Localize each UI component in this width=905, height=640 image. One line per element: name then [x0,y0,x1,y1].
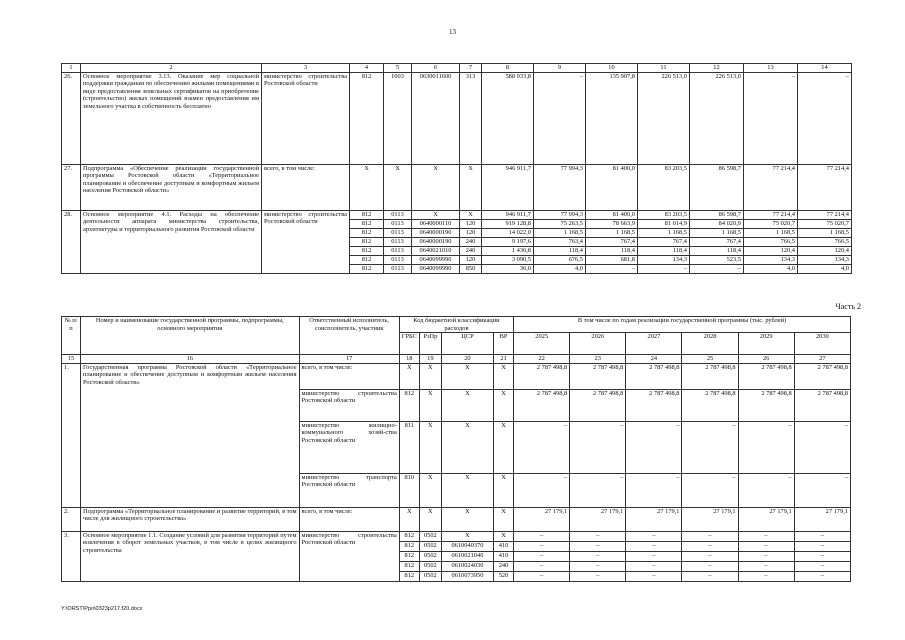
value-cell: – [794,421,850,473]
column-number: 13 [744,64,798,73]
header-rzpr: РзПр [419,333,441,355]
column-number: 14 [798,64,852,73]
value-cell: 77 214,4 [798,210,852,219]
column-number: 8 [482,64,534,73]
value-cell: – [514,561,570,571]
value-cell: 0502 [419,531,441,541]
row-executor: всего, в том числе: [299,507,399,531]
value-cell: – [570,541,626,551]
row-executor: министерство строительства Ростовской области [299,389,399,421]
value-cell: – [794,541,850,551]
value-cell: 0610021040 [441,551,493,561]
value-cell: 0113 [384,255,412,264]
column-number-row [62,355,851,364]
header-year: 2026 [570,333,626,355]
value-cell: – [626,551,682,561]
value-cell: 0502 [419,551,441,561]
value-cell: X [399,363,419,389]
value-cell: – [514,551,570,561]
value-cell: 27 179,1 [794,507,850,531]
value-cell: 588 933,8 [482,72,534,164]
value-cell: X [493,389,513,421]
value-cell: – [626,531,682,541]
value-cell: 850 [460,264,482,273]
value-cell: 134,3 [638,255,690,264]
row-name: Основное мероприятие 3.13. Оказание мер социальной поддержки гражданам по обеспечению жилыми помещениями в виде предоставления земельных сертификатов на приобретение (строительство) жилых помещений взамен предоставления им земельного участка в собственность бесплатно [81,72,262,164]
value-cell: 313 [460,72,482,164]
value-cell: 120 [460,219,482,228]
value-cell: 2 787 498,8 [626,363,682,389]
value-cell: 118,4 [586,246,638,255]
table-row [62,363,851,389]
value-cell: 226 513,0 [638,72,690,164]
value-cell: X [493,473,513,507]
table-row [62,507,851,531]
value-cell: X [384,164,412,210]
value-cell: X [441,363,493,389]
value-cell: 767,4 [638,237,690,246]
value-cell: 812 [350,237,384,246]
value-cell: 78 663,9 [586,219,638,228]
header-num: № п/п [62,317,81,355]
value-cell: 77 994,3 [534,164,586,210]
value-cell: – [798,72,852,164]
value-cell: – [514,541,570,551]
value-cell: 0610073950 [441,571,493,581]
value-cell: – [626,421,682,473]
value-cell: 810 [399,473,419,507]
table-row [62,531,851,541]
value-cell: – [738,551,794,561]
header-kbk: Код бюджетной классификации расходов [399,317,513,333]
row-number: 3. [62,531,81,581]
value-cell: 75 020,7 [744,219,798,228]
header-exec: Ответственный исполнитель, соисполнитель, участник [299,317,399,355]
value-cell: 812 [350,210,384,219]
value-cell: 0113 [384,210,412,219]
value-cell: 27 179,1 [514,507,570,531]
value-cell: 2 787 498,8 [514,389,570,421]
row-number: 2. [62,507,81,531]
value-cell: 240 [493,561,513,571]
value-cell: 0610024030 [441,561,493,571]
column-number: 9 [534,64,586,73]
value-cell: – [794,571,850,581]
value-cell: – [514,421,570,473]
value-cell: 946 911,7 [482,210,534,219]
column-number: 23 [570,355,626,364]
value-cell: 14 022,0 [482,228,534,237]
value-cell: 118,4 [690,246,744,255]
value-cell: 83 203,5 [638,210,690,219]
column-number: 12 [690,64,744,73]
value-cell: – [682,421,738,473]
header-year: 2029 [738,333,794,355]
value-cell: 118,4 [638,246,690,255]
value-cell: 77 214,4 [744,210,798,219]
value-cell: 1 168,5 [586,228,638,237]
value-cell: X [412,164,460,210]
value-cell: 81 400,0 [586,210,638,219]
header-grbs: ГРБС [399,333,419,355]
header-year: 2025 [514,333,570,355]
value-cell: – [682,561,738,571]
row-executor: министерство строительства Ростовской области [262,210,350,273]
column-number: 2 [81,64,262,73]
value-cell: 520 [493,571,513,581]
value-cell: 812 [350,228,384,237]
value-cell: 812 [399,561,419,571]
row-number: 27. [62,164,81,210]
value-cell: 767,4 [690,237,744,246]
value-cell: 4,0 [534,264,586,273]
value-cell: X [441,473,493,507]
value-cell: 4,0 [744,264,798,273]
value-cell: 240 [460,237,482,246]
value-cell: 766,5 [744,237,798,246]
value-cell: – [586,264,638,273]
part-label: Часть 2 [835,302,861,311]
value-cell: – [738,421,794,473]
value-cell: 120 [460,228,482,237]
value-cell: 77 214,4 [798,164,852,210]
table-row [62,72,852,164]
value-cell: – [794,561,850,571]
value-cell: – [682,551,738,561]
column-number: 7 [460,64,482,73]
value-cell: 134,3 [798,255,852,264]
value-cell: 2 787 498,8 [794,389,850,421]
value-cell: X [493,363,513,389]
value-cell: – [682,473,738,507]
value-cell: 811 [399,421,419,473]
value-cell: 812 [399,571,419,581]
row-executor: министерство жилищно-коммунального хозяй-ства Ростовской области [299,421,399,473]
value-cell: 86 598,7 [690,164,744,210]
value-cell: 410 [493,541,513,551]
column-number: 21 [493,355,513,364]
value-cell: 681,8 [586,255,638,264]
value-cell: – [738,473,794,507]
value-cell: 240 [460,246,482,255]
value-cell: 676,5 [534,255,586,264]
column-number: 11 [638,64,690,73]
value-cell: X [419,363,441,389]
row-executor: всего, в том числе: [299,363,399,389]
value-cell: 2 787 498,8 [570,389,626,421]
header-year: 2028 [682,333,738,355]
value-cell: 1 168,5 [744,228,798,237]
value-cell: – [682,571,738,581]
value-cell: 0640099990 [412,255,460,264]
value-cell: 946 911,7 [482,164,534,210]
value-cell: 9 197,6 [482,237,534,246]
value-cell: 0113 [384,237,412,246]
value-cell: – [738,541,794,551]
value-cell: 120 [460,255,482,264]
budget-table-part1 [61,63,852,274]
value-cell: 27 179,1 [682,507,738,531]
value-cell: 0502 [419,541,441,551]
column-number: 3 [262,64,350,73]
value-cell: 766,5 [798,237,852,246]
value-cell: 812 [350,255,384,264]
row-name: Основное мероприятие 4.1. Расходы на обеспечение деятельности аппарата министерства строительства, архитектуры и территориального развития Ростовской области [81,210,262,273]
value-cell: X [493,421,513,473]
header-name: Номер и наименование государственной программы, подпрограммы, основного мероприятия [81,317,300,355]
value-cell: X [441,531,493,541]
row-number: 1. [62,363,81,507]
value-cell: – [570,571,626,581]
value-cell: 83 203,5 [638,164,690,210]
value-cell: X [441,421,493,473]
value-cell: – [744,72,798,164]
row-name: Подпрограмма «Обеспечение реализации государственной программы Ростовской области «Территориальное планирование и обеспечение доступным и комфортным жильем населения Ростовской области» [81,164,262,210]
header-year: 2030 [794,333,850,355]
value-cell: 0640000110 [412,219,460,228]
value-cell: X [419,421,441,473]
value-cell: X [399,507,419,531]
value-cell: 2 787 498,8 [626,389,682,421]
header-vr: ВР [493,333,513,355]
value-cell: 812 [399,531,419,541]
value-cell: 81 400,0 [586,164,638,210]
row-name: Основное мероприятие 1.1. Создание условий для развития территорий путем вовлечения в оборот земельных участков, в том числе в целях жилищного строительства [81,531,300,581]
column-number: 19 [419,355,441,364]
value-cell: – [690,264,744,273]
value-cell: X [493,507,513,531]
header-years-title: В том числе по годам реализации государственной программы (тыс. рублей) [514,317,851,333]
value-cell: X [350,164,384,210]
table-row [62,164,852,210]
value-cell: – [626,473,682,507]
value-cell: 0610040370 [441,541,493,551]
value-cell: – [514,571,570,581]
value-cell: X [419,507,441,531]
value-cell: 27 179,1 [570,507,626,531]
value-cell: 0113 [384,219,412,228]
value-cell: 86 598,7 [690,210,744,219]
value-cell: – [570,551,626,561]
value-cell: – [738,561,794,571]
value-cell: 118,4 [534,246,586,255]
value-cell: 4,0 [798,264,852,273]
header-csr: ЦСР [441,333,493,355]
value-cell: 77 214,4 [744,164,798,210]
value-cell: 81 014,9 [638,219,690,228]
value-cell: 812 [350,219,384,228]
value-cell: 0113 [384,246,412,255]
column-number: 24 [626,355,682,364]
value-cell: 1 168,5 [534,228,586,237]
value-cell: – [794,473,850,507]
row-executor: министерство транспорта Ростовской области [299,473,399,507]
value-cell: 1 168,5 [690,228,744,237]
value-cell: – [514,473,570,507]
value-cell: – [570,473,626,507]
column-number: 4 [350,64,384,73]
value-cell: – [794,551,850,561]
row-executor: всего, в том числе: [262,164,350,210]
page-number: 13 [449,28,456,36]
value-cell: 0113 [384,228,412,237]
value-cell: 2 787 498,8 [794,363,850,389]
column-number: 20 [441,355,493,364]
value-cell: X [460,164,482,210]
value-cell: 77 994,3 [534,210,586,219]
column-number: 16 [81,355,300,364]
value-cell: 763,4 [534,237,586,246]
value-cell: – [738,531,794,541]
value-cell: 27 179,1 [626,507,682,531]
value-cell: 2 787 498,8 [682,389,738,421]
row-executor: министерство строительства Ростовской области [262,72,350,164]
value-cell: 0640000190 [412,237,460,246]
value-cell: 27 179,1 [738,507,794,531]
value-cell: 410 [493,551,513,561]
column-number: 26 [738,355,794,364]
value-cell: 0640021010 [412,246,460,255]
value-cell: 767,4 [586,237,638,246]
value-cell: 120,4 [798,246,852,255]
value-cell: – [570,421,626,473]
value-cell: 2 787 498,8 [682,363,738,389]
value-cell: X [419,389,441,421]
row-name: Государственная программа Ростовской области «Территориальное планирование и обеспечение доступным и комфортным жильем населения Ростовской области» [81,363,300,507]
value-cell: 0630011600 [412,72,460,164]
value-cell: 135 907,8 [586,72,638,164]
row-number: 26. [62,72,81,164]
column-number: 15 [62,355,81,364]
row-name: Подпрограмма «Территориальное планирование и развитие территорий, в том числе для жилищного строительства» [81,507,300,531]
value-cell: – [534,72,586,164]
value-cell: 36,0 [482,264,534,273]
value-cell: – [626,561,682,571]
value-cell: 919 128,8 [482,219,534,228]
value-cell: 812 [399,541,419,551]
value-cell: 134,3 [744,255,798,264]
value-cell: 1 436,8 [482,246,534,255]
value-cell: 2 787 498,8 [514,363,570,389]
value-cell: – [570,531,626,541]
value-cell: X [493,531,513,541]
value-cell: 0113 [384,264,412,273]
column-number: 22 [514,355,570,364]
column-number-row [62,64,852,73]
table-row [62,210,852,219]
row-executor: министерство строительства Ростовской области [299,531,399,581]
value-cell: 0640099990 [412,264,460,273]
value-cell: – [514,531,570,541]
value-cell: X [412,210,460,219]
budget-table-part2 [61,316,851,582]
row-number: 28. [62,210,81,273]
footer-file-path: Y:\ORST\Ppo\0323p217.f20.docx [61,606,143,612]
value-cell: – [626,571,682,581]
column-number: 27 [794,355,850,364]
value-cell: 0502 [419,571,441,581]
value-cell: 812 [350,246,384,255]
value-cell: – [682,531,738,541]
value-cell: 812 [399,389,419,421]
header-year: 2027 [626,333,682,355]
value-cell: 75 020,7 [798,219,852,228]
value-cell: 120,4 [744,246,798,255]
value-cell: – [570,561,626,571]
value-cell: 3 090,5 [482,255,534,264]
value-cell: 2 787 498,8 [738,363,794,389]
value-cell: – [626,541,682,551]
column-number: 10 [586,64,638,73]
value-cell: – [738,571,794,581]
value-cell: 523,5 [690,255,744,264]
value-cell: 812 [350,72,384,164]
value-cell: 1 168,5 [638,228,690,237]
value-cell: 812 [350,264,384,273]
value-cell: 2 787 498,8 [738,389,794,421]
column-number: 25 [682,355,738,364]
column-number: 17 [299,355,399,364]
value-cell: 2 787 498,8 [570,363,626,389]
value-cell: 1003 [384,72,412,164]
value-cell: X [460,210,482,219]
value-cell: 0640000190 [412,228,460,237]
column-number: 6 [412,64,460,73]
value-cell: – [794,531,850,541]
column-number: 1 [62,64,81,73]
value-cell: 226 513,0 [690,72,744,164]
column-number: 18 [399,355,419,364]
value-cell: 75 263,5 [534,219,586,228]
column-number: 5 [384,64,412,73]
value-cell: 812 [399,551,419,561]
value-cell: X [441,389,493,421]
value-cell: – [682,541,738,551]
value-cell: X [419,473,441,507]
value-cell: – [638,264,690,273]
value-cell: 84 020,9 [690,219,744,228]
value-cell: X [441,507,493,531]
value-cell: 1 168,5 [798,228,852,237]
value-cell: 0502 [419,561,441,571]
